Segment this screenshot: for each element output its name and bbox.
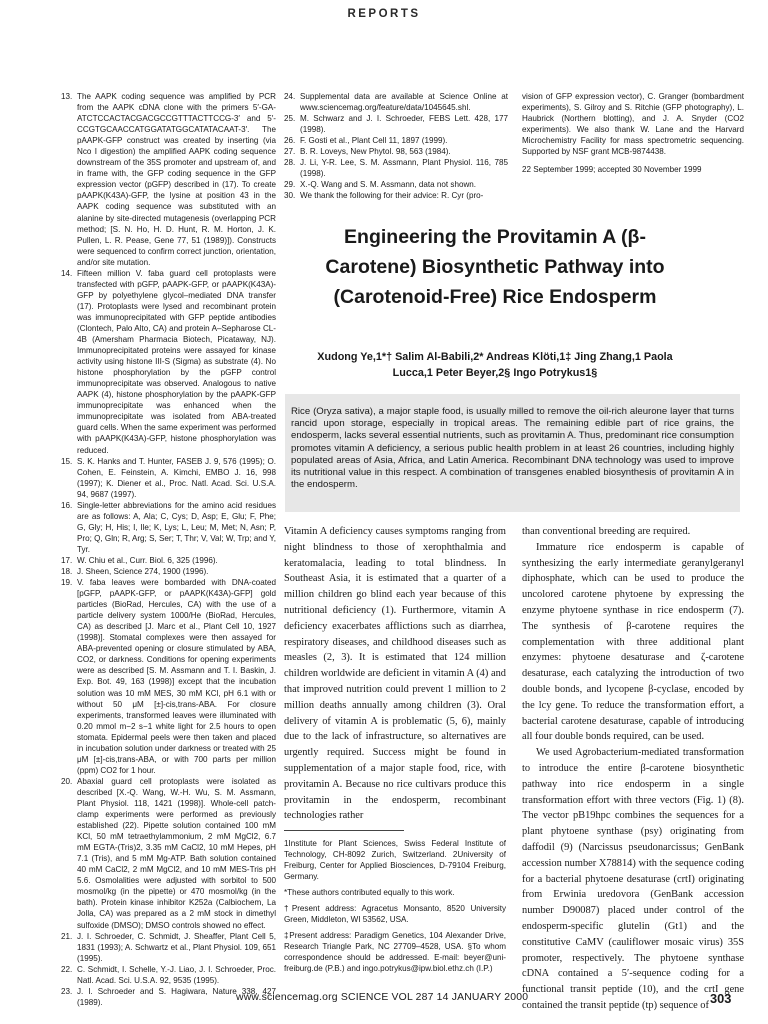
reference-text: F. Gosti et al., Plant Cell 11, 1897 (1999).: [300, 136, 448, 146]
reference-number: 30.: [284, 191, 296, 201]
reference-note: [284, 190, 508, 201]
reference-note: [61, 964, 276, 986]
body-left-column: [284, 524, 506, 824]
reference-note: [284, 146, 508, 157]
body-paragraph: We used Agrobacterium-mediated transformation to introduce the entire β-carotene biosynthetic pathway into rice endosperm in a single transformation effort with three vectors (Fig. 1) (8). The vector pB19hpc combines the sequences for a plant phytoene synthase (psy) originating from daffodil (9) (Narcissus pseudonarcissus; GenBank accession number X78814) with the sequence coding for a bacterial phytoene desaturase (crtI) originating from Erwinia uredovora (GenBank accession number D90087) placed under control of the endosperm-specific glutelin (Gt1) and the constitutive CaMV (cauliflower mosaic virus) 35S promoter, respectively. The phytoene synthase cDNA contained a 5′-sequence coding for a functional transit peptide (10), and the crtI gene contained the transit peptide (tp) sequence of: [522, 747, 744, 1011]
reference-number: 22.: [61, 964, 73, 974]
reference-number: 23.: [61, 986, 73, 996]
reference-number: 29.: [284, 180, 296, 190]
reference-text: Abaxial guard cell protoplasts were isolated as described [X.-Q. Wang, W.-H. Wu, S. M. Assmann, Plant Physiol. 118, 1421 (1998)]. Whole-cell patch-clamp experiments were performed as previously established (22). Pipette solution contained 100 mM KCl, 50 mM tetraethylammonium, 2 mM MgCl2, 6.7 mM EGTA-(Tris)2, 3.35 mM CaCl2, 10 mM Hepes, pH 7.1 (Tris), and 5 mM Mg-ATP. Bath solution contained 40 mM CaCl2, 2 mM MgCl2, and 10 mM MES-Tris pH 5.6. Osmolalities were adjusted with sorbitol to 500 mosmol/kg (in the pipette) or 470 mosmol/kg (in the bath). Protein kinase inhibitor K252a (Calbiochem, La Jolla, CA) was prepared as a 2 mM stock in dimethyl sulfoxide (DMSO); DMSO controls showed no effect.: [77, 776, 276, 930]
reference-text: Fifteen million V. faba guard cell protoplasts were transfected with pGFP, pAAPK-GFP, or pAAPK(K43A)-GFP by polyethylene glycol–mediated DNA transfer (17). Protoplasts were lysed and recombinant protein was immunoprecipitated with GFP peptide antibodies (Clontech, Palo Alto, CA) and protein A–Sepharose CL-4B (Amersham Pharmacia Biotech, Picataway, NJ). Immunoprecipitated proteins were assayed for kinase activity using histone III-S (Sigma) as substrate (4). No histone phosphorylation by the pGFP control immunoprecipitate was observed. Analogous to native AAPK (4), histone phosphorylation by the pAAPK-GFP immunoprecipitate was enhanced when the immunoprecipitate was isolated from ABA-treated guard cells. When the same experiment was performed with pAAPK(K43A)-GFP, histone phosphorylation was reduced.: [77, 268, 276, 455]
reference-number: 21.: [61, 931, 73, 941]
body-paragraph: Immature rice endosperm is capable of synthesizing the early intermediate geranylgeranyl diphosphate, which can be used to produce the uncolored carotene phytoene by expressing the enzyme phytoene synthase in rice endosperm (7). The synthesis of β-carotene requires the complementation with three additional plant enzymes: phytoene desaturase and ζ-carotene desaturase, each catalyzing the introduction of two double bonds, and lycopene β-cyclase, encoded by the lcy gene. To reduce the transformation effort, a bacterial carotene desaturase, capable of introducing all four double bonds required, can be used.: [522, 541, 744, 743]
footer-journal-line: www.sciencemag.org SCIENCE VOL 287 14 JANUARY 2000: [236, 992, 529, 1003]
reference-note: [61, 500, 276, 555]
affiliations: [284, 838, 506, 979]
article-title: Engineering the Provitamin A (β-Carotene) Biosynthetic Pathway into (Carotenoid-Free) Rice Endosperm: [325, 226, 665, 308]
acknowledgment-text: vision of GFP expression vector), C. Granger (bombardment experiments), S. Gilroy and S. Ritchie (GFP photography), L. Haubrick (Northern blotting), and J. A. Snyder (CO2 experiments). We also thank W. Lane and the Harvard Microchemistry Facility for mass spectrometric sequencing. Supported by NSF grant MCB-9874438.: [522, 92, 744, 156]
article-authors: Xudong Ye,1*† Salim Al-Babili,2* Andreas Klöti,1‡ Jing Zhang,1 Paola Lucca,1 Peter Beyer,2§ Ingo Potrykus1§: [317, 351, 673, 379]
reference-number: 27.: [284, 147, 296, 157]
reference-note: [61, 566, 276, 577]
left-notes-column: [61, 91, 276, 1008]
reference-text: M. Schwarz and J. I. Schroeder, FEBS Lett. 428, 177 (1998).: [300, 114, 508, 135]
reference-note: [61, 776, 276, 931]
reference-text: X.-Q. Wang and S. M. Assmann, data not shown.: [300, 180, 477, 190]
reference-text: J. I. Schroeder, C. Schmidt, J. Sheaffer, Plant Cell 5, 1831 (1993); A. Schwartz et al., Plant Physiol. 109, 651 (1995).: [77, 931, 276, 963]
reference-text: The AAPK coding sequence was amplified by PCR from the AAPK cDNA clone with the primers 5′-GA-ATCTCCACTACGACGCCGTTTACTTCCG-3′ and 5′-CCGTGCAACCATGGATATGGCATATACAAT-3′. The pAAPK-GFP construct was created by inserting (via Nco I digestion) the amplified AAPK coding sequence downstream of the 35S promoter and upstream of, and in frame with, the GFP coding sequence in the GFP expression vector (pGFP) described in (17). To create pAAPK(K43A)-GFP, the lysine at position 43 in the AAPK coding sequence was substituted with an alanine by site-directed mutagenesis (overlapping PCR method; [S. N. Ho, H. D. Hunt, R. M. Horton, J. K. Pullen, L. R. Pease, Gene 77, 51 (1989)]). Constructs were sequenced to confirm correct junction, orientation, and/or site mutation.: [77, 92, 276, 267]
reference-note: [61, 577, 276, 776]
affiliation-divider: [284, 830, 404, 831]
affiliation-line: †Present address: Agracetus Monsanto, 8520 University Green, Middleton, WI 53562, USA.: [284, 904, 506, 924]
affiliation-line: ‡Present address: Paradigm Genetics, 104 Alexander Drive, Research Triangle Park, NC 27709–4528, USA. §To whom correspondence should be addressed. E-mail: beyer@uni-freiburg.de (P.B.) and ingo.potrykus@ipw.biol.ethz.ch (I.P.): [284, 931, 506, 973]
acknowledgments: [522, 91, 744, 175]
reference-note: [284, 179, 508, 190]
reference-number: 26.: [284, 136, 296, 146]
reference-text: J. Li, Y-R. Lee, S. M. Assmann, Plant Physiol. 116, 785 (1998).: [300, 158, 508, 179]
reference-number: 13.: [61, 92, 73, 101]
reference-text: We thank the following for their advice: R. Cyr (pro-: [300, 191, 484, 201]
body-paragraph: than conventional breeding are required.: [522, 526, 691, 537]
section-header: REPORTS: [347, 8, 421, 20]
reference-text: C. Schmidt, I. Schelle, Y.-J. Liao, J. I. Schroeder, Proc. Natl. Acad. Sci. U.S.A. 92, 9535 (1995).: [77, 964, 276, 985]
reference-note: [61, 456, 276, 500]
affiliation-line: 1Institute for Plant Sciences, Swiss Federal Institute of Technology, CH-8092 Zurich, Switzerland. 2University of Freiburg, Center for Applied Biosciences, D-79104 Freiburg, Germany.: [284, 839, 506, 881]
reference-note: [61, 268, 276, 456]
reference-number: 17.: [61, 555, 73, 565]
reference-number: 18.: [61, 567, 73, 577]
reference-note: [284, 135, 508, 146]
reference-text: S. K. Hanks and T. Hunter, FASEB J. 9, 576 (1995); O. Cohen, E. Feinstein, A. Kimchi, EMBO J. 16, 998 (1997); K. Diener et al., Proc. Natl. Acad. Sci. U.S.A. 94, 9687 (1997).: [77, 456, 276, 499]
reference-note: [284, 113, 508, 135]
reference-note: [284, 91, 508, 113]
page-footer: [0, 992, 768, 1008]
reference-number: 19.: [61, 578, 73, 588]
reference-number: 20.: [61, 776, 73, 786]
reference-text: Supplemental data are available at Science Online at www.sciencemag.org/feature/data/1045645.shl.: [300, 92, 508, 113]
abstract-text: Rice (Oryza sativa), a major staple food, is usually milled to remove the oil-rich aleurone layer that turns rancid upon storage, especially in tropical areas. The remaining edible part of rice grains, the endosperm, lacks several essential nutrients, such as provitamin A. Thus, predominant rice consumption promotes vitamin A deficiency, a serious public health problem in at least 26 countries, including highly populated areas of Asia, Africa, and Latin America. Recombinant DNA technology was used to improve its nutritional value in this respect. A combination of transgenes enabled biosynthesis of provitamin A in the endosperm.: [291, 406, 734, 491]
affiliation-line: *These authors contributed equally to this work.: [284, 888, 455, 897]
reference-number: 16.: [61, 500, 73, 510]
reference-note: [284, 157, 508, 179]
body-right-column: [522, 524, 744, 1014]
reference-text: V. faba leaves were bombarded with DNA-coated [pGFP, pAAPK-GFP, or pAAPK(K43A)-GFP] gold particles (BioRad, Hercules, CA) with the use of a particle delivery system 1000/He (BioRad, Hercules, CA) as described [J. Marc et al., Plant Cell 10, 1927 (1998)]. Stomatal complexes were then assayed for ABA-prevented opening or closure stimulated by ABA, CO2, or darkness. Conditions for opening experiments were as described [S. M. Assmann and T. I. Baskin, J. Exp. Bot. 49, 163 (1998)] except that the incubation solution was 10 mM MES, 30 mM KCl, pH 6.1 with or without 50 μM [±]-cis,trans-ABA. For closure experiments, transformed leaves were illuminated with 0.20 mmol m−2 s−1 white light for 2.5 hours to open stomata. Epidermal peels were then taken and placed in incubation solution under darkness or treated with 25 μM [±]-cis,trans-ABA, or with 700 parts per million (ppm) CO2 for 1 hour.: [77, 578, 276, 775]
received-accepted-dates: 22 September 1999; accepted 30 November 1999: [522, 165, 702, 174]
mid-notes-column: [284, 91, 508, 201]
page-number: 303: [710, 991, 732, 1006]
reference-note: [61, 931, 276, 964]
body-paragraph: Vitamin A deficiency causes symptoms ranging from night blindness to those of xerophthalmia and keratomalacia, leading to total blindness. In Southeast Asia, it is estimated that a quarter of a million children go blind each year because of this nutritional deficiency (1). Furthermore, vitamin A deficiency exacerbates afflictions such as diarrhea, respiratory diseases, and childhood diseases such as measles (2, 3). It is estimated that 124 million children worldwide are deficient in vitamin A (4) and that improved nutrition could prevent 1 million to 2 million deaths annually among children (3). Oral delivery of vitamin A is problematic (5, 6), mainly due to the lack of infrastructure, so alternatives are urgently required. Success might be found in supplementation of a major staple food, rice, with provitamin A. Because no rice cultivars produce this provitamin in the endosperm, recombinant technologies rather: [284, 526, 506, 822]
reference-text: J. Sheen, Science 274, 1900 (1996).: [77, 567, 209, 577]
reference-text: J. I. Schroeder and S. Hagiwara, Nature 338, 427 (1989).: [77, 986, 276, 1007]
reference-text: W. Chiu et al., Curr. Biol. 6, 325 (1996).: [77, 555, 218, 565]
reference-note: [61, 555, 276, 566]
reference-text: B. R. Loveys, New Phytol. 98, 563 (1984).: [300, 147, 451, 157]
reference-number: 24.: [284, 92, 296, 101]
reference-number: 25.: [284, 114, 296, 124]
reference-number: 14.: [61, 268, 73, 278]
reference-note: [61, 91, 276, 268]
reference-text: Single-letter abbreviations for the amino acid residues are as follows: A, Ala; C, Cys; D, Asp; E, Glu; F, Phe; G, Gly; H, His; I, Ile; K, Lys; L, Leu; M, Met; N, Asn; P, Pro; Q, Gln; R, Arg; S, Ser; T, Thr; V, Val; W, Trp; and Y, Tyr.: [77, 500, 276, 554]
reference-number: 28.: [284, 158, 296, 168]
reference-number: 15.: [61, 456, 73, 466]
